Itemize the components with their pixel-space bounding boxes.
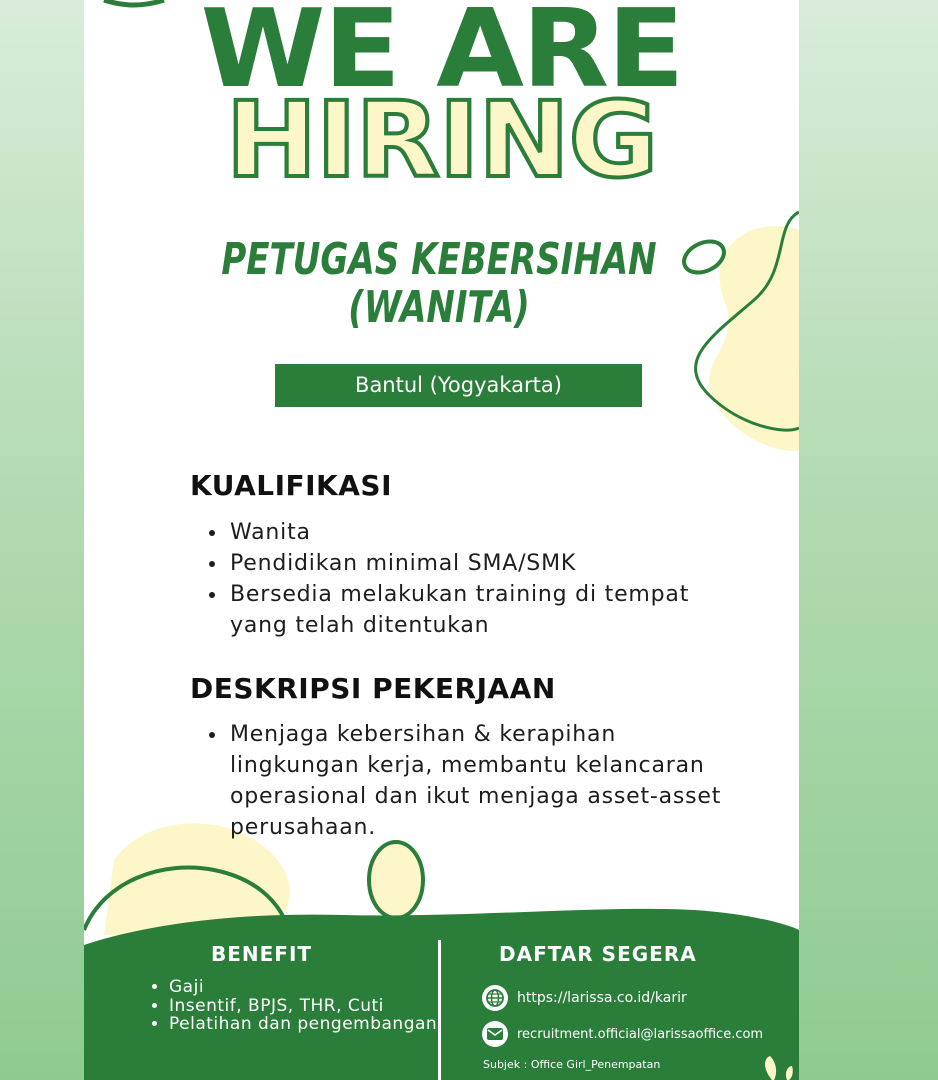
list-item: • Insentif, BPJS, THR, Cuti	[169, 997, 449, 1016]
email-subject: Subjek : Office Girl_Penempatan	[483, 1058, 661, 1071]
list-item: • Bersedia melakukan training di tempat yang telah ditentukan	[228, 579, 748, 641]
description-list	[206, 719, 748, 843]
job-title-line1: PETUGAS KEBERSIHAN	[221, 234, 657, 285]
list-item: • Menjaga kebersihan & kerapihan lingkungan kerja, membantu kelancaran operasional dan ikut menjaga asset-asset perusahaan.	[228, 719, 748, 843]
email-link[interactable]: recruitment.official@larissaoffice.com	[517, 1026, 764, 1042]
job-title-line2: (WANITA)	[348, 282, 530, 333]
job-title	[144, 236, 734, 332]
qualifications-heading: KUALIFIKASI	[190, 469, 393, 502]
website-link[interactable]: https://larissa.co.id/karir	[517, 990, 687, 1006]
description-heading: DESKRIPSI PEKERJAAN	[190, 672, 556, 705]
list-item: • Wanita	[228, 517, 748, 548]
location-badge: Bantul (Yogyakarta)	[275, 364, 642, 407]
list-item: • Pelatihan dan pengembangan	[169, 1015, 449, 1034]
headline-hiring: HIRING	[225, 79, 658, 201]
website-contact[interactable]	[482, 985, 687, 1011]
apply-heading: DAFTAR SEGERA	[499, 942, 697, 966]
globe-icon	[482, 985, 508, 1011]
list-item: • Gaji	[169, 978, 449, 997]
headline-we-are: WE ARE	[200, 0, 683, 112]
list-item: • Pendidikan minimal SMA/SMK	[228, 548, 748, 579]
footer-divider	[438, 940, 441, 1080]
benefit-list	[152, 978, 449, 1034]
email-contact[interactable]	[482, 1021, 763, 1047]
qualifications-list	[206, 517, 748, 641]
mail-icon	[482, 1021, 508, 1047]
hiring-poster	[84, 0, 799, 1080]
benefit-heading: BENEFIT	[211, 942, 313, 966]
